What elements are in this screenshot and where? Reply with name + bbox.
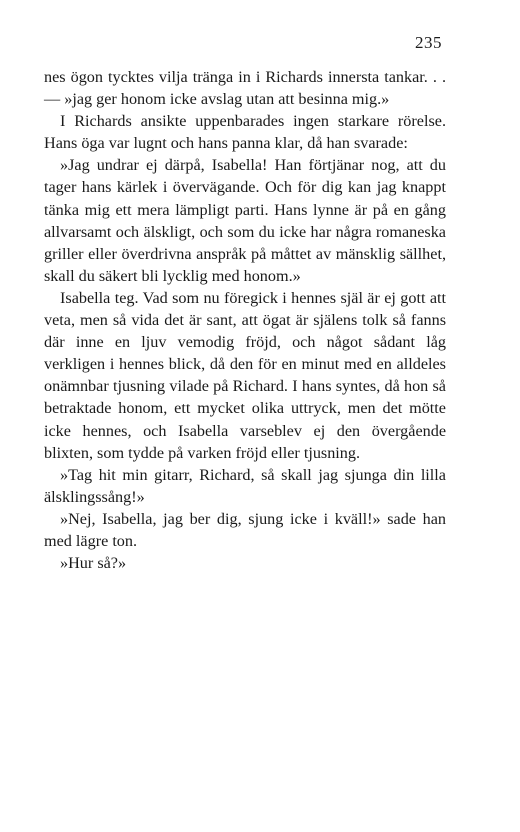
body-text	[44, 66, 446, 574]
paragraph-2: I Richards ansikte uppenbarades ingen starkare rörelse. Hans öga var lugnt och hans panna klar, då han svarade:	[44, 112, 446, 153]
paragraph-7: »Hur så?»	[60, 554, 127, 573]
paragraph-1: nes ögon tycktes vilja tränga in i Richards innersta tankar. . . — »jag ger honom icke avslag utan att besinna mig.»	[44, 68, 446, 109]
paragraph-4: Isabella teg. Vad som nu föregick i hennes själ är ej gott att veta, men så vida det är sant, att ögat är själens tolk så fanns där inne en ljuv vemodig fröjd, och något sådant låg verkligen i hennes blick, då den för en minut med en alldeles onämnbar tjusning vilade på Richard. I hans syntes, då hon så betraktade honom, ett mycket olika uttryck, men det mötte icke hennes, och Isabella varseblev ej den övergående blixten, som tydde på varken fröjd eller tjusning.	[44, 288, 446, 462]
paragraph-6: »Nej, Isabella, jag ber dig, sjung icke i kväll!» sade han med lägre ton.	[44, 509, 446, 550]
page-number: 235	[415, 33, 442, 52]
paragraph-5: »Tag hit min gitarr, Richard, så skall jag sjunga din lilla älsklingssång!»	[44, 465, 446, 506]
paragraph-3: »Jag undrar ej därpå, Isabella! Han förtjänar nog, att du tager hans kärlek i övervägande. Och för dig kan jag knappt tänka mig ett mera lämpligt parti. Hans lynne är på en gång allvarsamt och älskligt, och som du icke har några romaneska griller eller överdrivna anspråk på måttet av mänsklig sällhet, skall du säkert bli lycklig med honom.»	[44, 156, 446, 285]
